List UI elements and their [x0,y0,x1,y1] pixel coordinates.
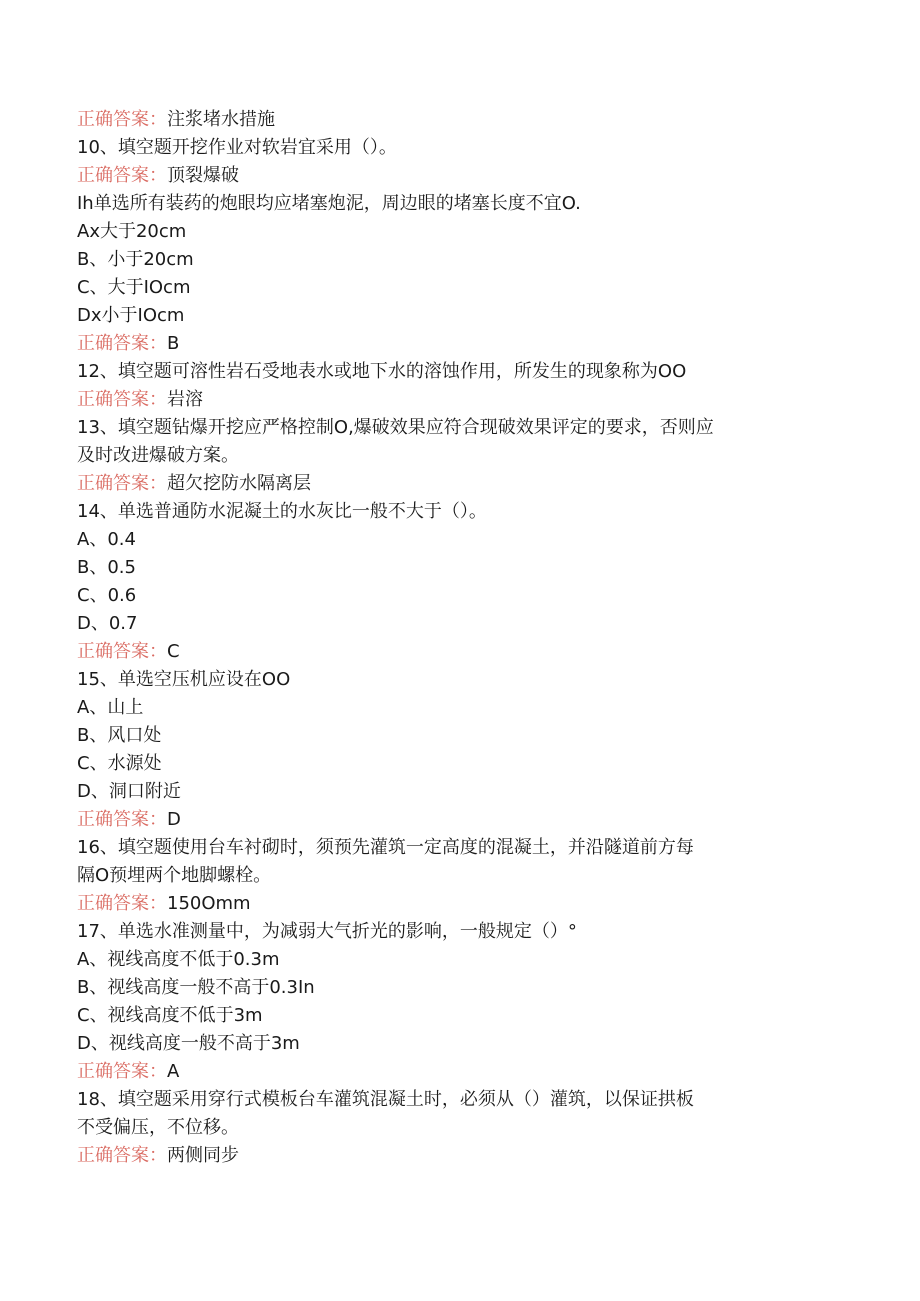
question-text-line: A、0.4 [77,529,136,550]
answer-label: 正确答案： [77,109,167,130]
question-text-line: 16、填空题使用台车衬砌时，须预先灌筑一定高度的混凝土，并沿隧道前方每 [77,837,694,858]
answer-line [77,890,837,918]
answer-line [77,1058,837,1086]
question-text-line: 17、单选水准测量中，为减弱大气折光的影响，一般规定（）° [77,921,577,942]
answer-value: B [167,333,180,354]
question-text-line: 10、填空题开挖作业对软岩宜采用（）。 [77,137,397,158]
question-text-line: C、水源处 [77,753,162,774]
question-text-line: D、视线高度一般不高于3m [77,1033,300,1054]
question-text-line: A、视线高度不低于0.3m [77,949,280,970]
question-text-line: Dx小于IOcm [77,305,185,326]
answer-label: 正确答案： [77,165,167,186]
question-text-line: B、小于20cm [77,249,194,270]
answer-label: 正确答案： [77,809,167,830]
answer-line [77,638,837,666]
answer-line [77,470,837,498]
answer-label: 正确答案： [77,1145,167,1166]
answer-label: 正确答案： [77,333,167,354]
question-text-line: 14、单选普通防水泥凝土的水灰比一般不大于（）。 [77,501,487,522]
question-text-line: Ih单选所有装药的炮眼均应堵塞炮泥，周边眼的堵塞长度不宜O. [77,193,581,214]
question-text-line: B、0.5 [77,557,136,578]
question-text-line: C、视线高度不低于3m [77,1005,263,1026]
question-list [77,106,837,1170]
question-text-line: 18、填空题采用穿行式模板台车灌筑混凝土时，必须从（）灌筑，以保证拱板 [77,1089,694,1110]
question-text-line: C、大于IOcm [77,277,191,298]
question-text-line: B、视线高度一般不高于0.3In [77,977,315,998]
question-text-line: 隔O预埋两个地脚螺栓。 [77,865,272,886]
question-text-line: D、0.7 [77,613,138,634]
answer-value: A [167,1061,180,1082]
answer-value: 岩溶 [167,389,203,410]
answer-label: 正确答案： [77,1061,167,1082]
question-text-line: B、风口处 [77,725,162,746]
answer-value: 顶裂爆破 [167,165,239,186]
answer-value: 150Omm [167,893,251,914]
question-text-line: 13、填空题钻爆开挖应严格控制O,爆破效果应符合现破效果评定的要求，否则应 [77,417,714,438]
question-text-line: 15、单选空压机应设在OO [77,669,291,690]
answer-line [77,806,837,834]
answer-line [77,162,837,190]
answer-line [77,386,837,414]
answer-label: 正确答案： [77,473,167,494]
answer-value: 注浆堵水措施 [167,109,275,130]
answer-value: C [167,641,180,662]
answer-value: 两侧同步 [167,1145,239,1166]
question-text-line: D、洞口附近 [77,781,181,802]
answer-label: 正确答案： [77,893,167,914]
answer-label: 正确答案： [77,389,167,410]
question-text-line: 及时改进爆破方案。 [77,445,239,466]
question-text-line: 不受偏压，不位移。 [77,1117,239,1138]
answer-line [77,1142,837,1170]
question-text-line: C、0.6 [77,585,137,606]
answer-label: 正确答案： [77,641,167,662]
question-text-line: 12、填空题可溶性岩石受地表水或地下水的溶蚀作用，所发生的现象称为OO [77,361,687,382]
question-text-line: Ax大于20cm [77,221,187,242]
answer-value: D [167,809,181,830]
question-text-line: A、山上 [77,697,144,718]
answer-line [77,106,837,134]
answer-line [77,330,837,358]
answer-value: 超欠挖防水隔离层 [167,473,311,494]
